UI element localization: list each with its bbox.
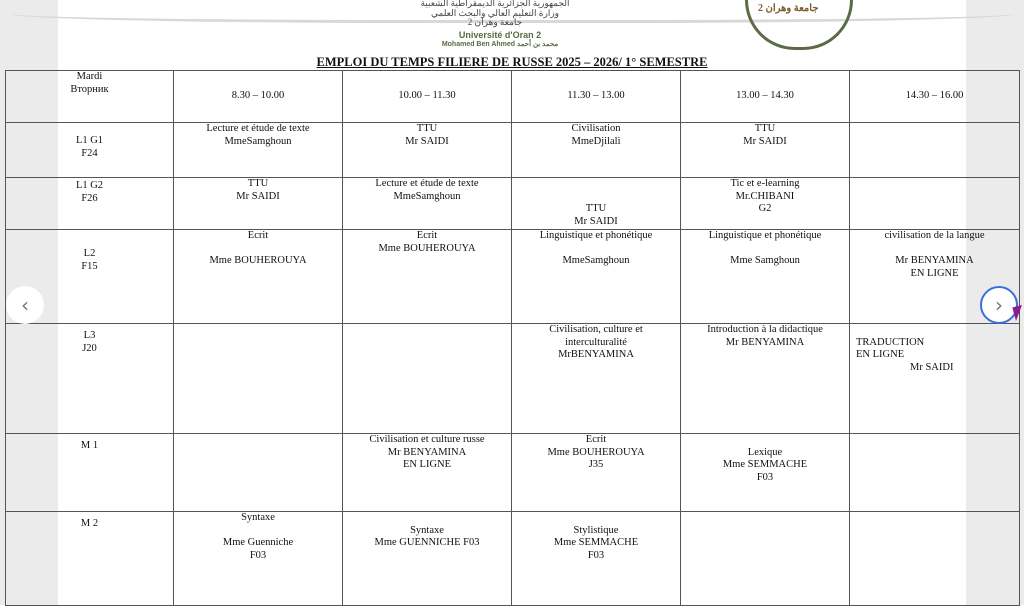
course-cell — [512, 434, 681, 512]
cell-line: Mme SEMMACHE — [722, 459, 808, 470]
time-slot-header: 13.00 – 14.30 — [681, 71, 850, 123]
course-cell — [681, 178, 850, 230]
cell-line: MmeDjilali — [571, 135, 621, 147]
cell-line: Mr SAIDI — [743, 135, 787, 147]
cell-line: Syntaxe — [410, 524, 444, 536]
table-row — [6, 178, 1020, 230]
course-cell — [343, 178, 512, 230]
course-cell — [850, 324, 1020, 434]
chevron-left-icon: ‹ — [21, 293, 29, 317]
cell-line: Mme BOUHEROUYA — [547, 446, 645, 458]
course-cell — [850, 178, 1020, 230]
time-slot-header: 10.00 – 11.30 — [343, 71, 512, 123]
course-cell — [174, 178, 343, 230]
cell-line: Ecrit — [585, 434, 607, 445]
cell-line: Mr BENYAMINA — [895, 255, 974, 266]
university-subname: Mohamed Ben Ahmed محمد بن أحمد — [441, 41, 559, 48]
cell-line: MrBENYAMINA — [558, 349, 634, 360]
course-cell — [343, 434, 512, 512]
table-row — [6, 512, 1020, 606]
table-row — [6, 434, 1020, 512]
cell-line — [345, 512, 509, 525]
cell-line: Mr BENYAMINA — [725, 336, 805, 348]
cell-line: F03 — [756, 471, 774, 483]
course-cell — [343, 512, 512, 606]
table-row — [6, 324, 1020, 434]
course-cell — [850, 123, 1020, 178]
cell-line: Civilisation, culture et — [549, 324, 643, 335]
timetable — [5, 70, 1020, 606]
course-cell — [681, 230, 850, 324]
course-cell — [681, 324, 850, 434]
course-cell — [174, 324, 343, 434]
course-cell — [343, 324, 512, 434]
cell-line: civilisation de la langue — [884, 230, 985, 241]
cell-line — [514, 243, 678, 256]
course-cell — [343, 123, 512, 178]
cell-line: L2 — [83, 248, 96, 259]
cell-line: Stylistique — [573, 524, 619, 536]
arabic-line: جامعة وهران 2 — [467, 17, 523, 27]
cell-line: EN LIGNE — [402, 459, 452, 470]
cell-line: Mardi — [76, 71, 103, 82]
cell-line — [856, 324, 1017, 337]
table-row — [6, 230, 1020, 324]
cell-line: F24 — [81, 147, 98, 159]
cell-line: Mr SAIDI — [236, 190, 280, 202]
header-arabic — [340, 0, 650, 28]
cell-line: TRADUCTION — [856, 336, 925, 348]
course-cell — [681, 123, 850, 178]
cell-line — [514, 178, 678, 191]
cell-line: J35 — [588, 459, 604, 470]
cell-line: J20 — [82, 342, 97, 354]
cell-line: M 1 — [80, 440, 99, 451]
next-page-button[interactable] — [980, 286, 1018, 324]
header-row — [6, 71, 1020, 123]
cell-line: Mme BOUHEROUYA — [209, 255, 307, 266]
cell-line: Civilisation — [571, 123, 621, 134]
cell-line — [683, 434, 847, 447]
time-slot-header: 8.30 – 10.00 — [174, 71, 343, 123]
cell-line — [176, 525, 340, 538]
cell-line: Ecrit — [416, 230, 438, 241]
cell-line: TTU — [585, 203, 607, 214]
cell-line: M 2 — [80, 518, 99, 529]
cell-line: F03 — [587, 549, 605, 561]
cell-line: Lecture et étude de texte — [375, 178, 479, 189]
day-cell — [6, 71, 174, 123]
cell-line: TTU — [754, 123, 776, 134]
cell-line — [683, 243, 847, 256]
course-cell — [174, 230, 343, 324]
cell-line — [514, 512, 678, 525]
cell-line — [852, 243, 1017, 256]
cell-line: EN LIGNE — [910, 267, 959, 279]
cell-line: Mr SAIDI — [574, 215, 618, 227]
course-cell — [512, 123, 681, 178]
time-slot-header: 11.30 – 13.00 — [512, 71, 681, 123]
cell-line: L1 G1 — [75, 135, 104, 146]
university-logo-text — [380, 30, 620, 49]
page-title: EMPLOI DU TEMPS FILIERE DE RUSSE 2025 – 2026/ 1° SEMESTRE — [316, 55, 708, 69]
cell-line: F15 — [81, 260, 98, 272]
arabic-line: وزارة التعليم العالي والبحث العلمي — [430, 7, 560, 18]
cell-line: Ecrit — [247, 230, 269, 241]
course-cell — [681, 434, 850, 512]
cell-line: Syntaxe — [241, 512, 275, 523]
cell-line: Introduction à la didactique — [707, 324, 823, 335]
course-cell — [681, 512, 850, 606]
cell-line — [176, 243, 340, 256]
group-label-cell — [6, 512, 174, 606]
cell-line: Lecture et étude de texte — [206, 123, 310, 134]
cell-line: Civilisation et culture russe — [369, 434, 485, 445]
cell-line: L3 — [83, 330, 96, 341]
cell-line: F26 — [81, 192, 98, 204]
group-label-cell — [6, 178, 174, 230]
course-cell — [343, 230, 512, 324]
cell-line: Tic et e-learning — [730, 178, 800, 189]
cell-line: Linguistique et phonétique — [708, 230, 822, 241]
cell-line: Mr BENYAMINA — [387, 446, 467, 458]
cell-line: TTU — [416, 123, 438, 134]
cell-line: Mme BOUHEROUYA — [378, 242, 476, 254]
cell-line: Mme SEMMACHE — [553, 537, 639, 548]
chevron-right-icon: › — [995, 293, 1003, 317]
arabic-line: الجمهورية الجزائرية الديمقراطية الشعبية — [420, 0, 570, 8]
cell-line: MmeSamghoun — [224, 135, 292, 147]
course-cell — [850, 512, 1020, 606]
cell-line — [514, 191, 678, 204]
table-row — [6, 123, 1020, 178]
seal-text: جامعة وهران 2 — [758, 3, 819, 14]
course-cell — [512, 324, 681, 434]
cell-line: Linguistique et phonétique — [539, 230, 653, 241]
cell-line: Mr SAIDI — [405, 135, 449, 147]
cell-line: Вторник — [70, 83, 109, 95]
course-cell — [174, 434, 343, 512]
cell-line: F03 — [249, 549, 267, 561]
university-name: Université d'Oran 2 — [458, 30, 542, 40]
previous-page-button[interactable] — [6, 286, 44, 324]
group-label-cell — [6, 324, 174, 434]
cell-line: Mme Samghoun — [730, 255, 800, 266]
time-slot-header: 14.30 – 16.00 — [850, 71, 1020, 123]
course-cell — [512, 178, 681, 230]
course-cell — [850, 434, 1020, 512]
cell-line: Mme GUENNICHE F03 — [374, 537, 480, 548]
cell-line: Mme Guenniche — [222, 537, 294, 548]
cell-line: interculturalité — [565, 336, 627, 348]
cell-line: TTU — [247, 178, 269, 189]
group-label-cell — [6, 123, 174, 178]
course-cell — [174, 123, 343, 178]
course-cell — [512, 230, 681, 324]
course-cell — [174, 512, 343, 606]
cell-line: EN LIGNE — [856, 349, 905, 360]
cell-line: Mr.CHIBANI — [735, 190, 795, 202]
cell-line: G2 — [758, 203, 772, 214]
cell-line: Lexique — [747, 446, 783, 458]
group-label-cell — [6, 434, 174, 512]
cell-line: Mr SAIDI — [910, 361, 954, 373]
cell-line: L1 G2 — [75, 180, 104, 191]
cell-line: MmeSamghoun — [393, 190, 461, 202]
course-cell — [512, 512, 681, 606]
cell-line: MmeSamghoun — [562, 255, 630, 266]
